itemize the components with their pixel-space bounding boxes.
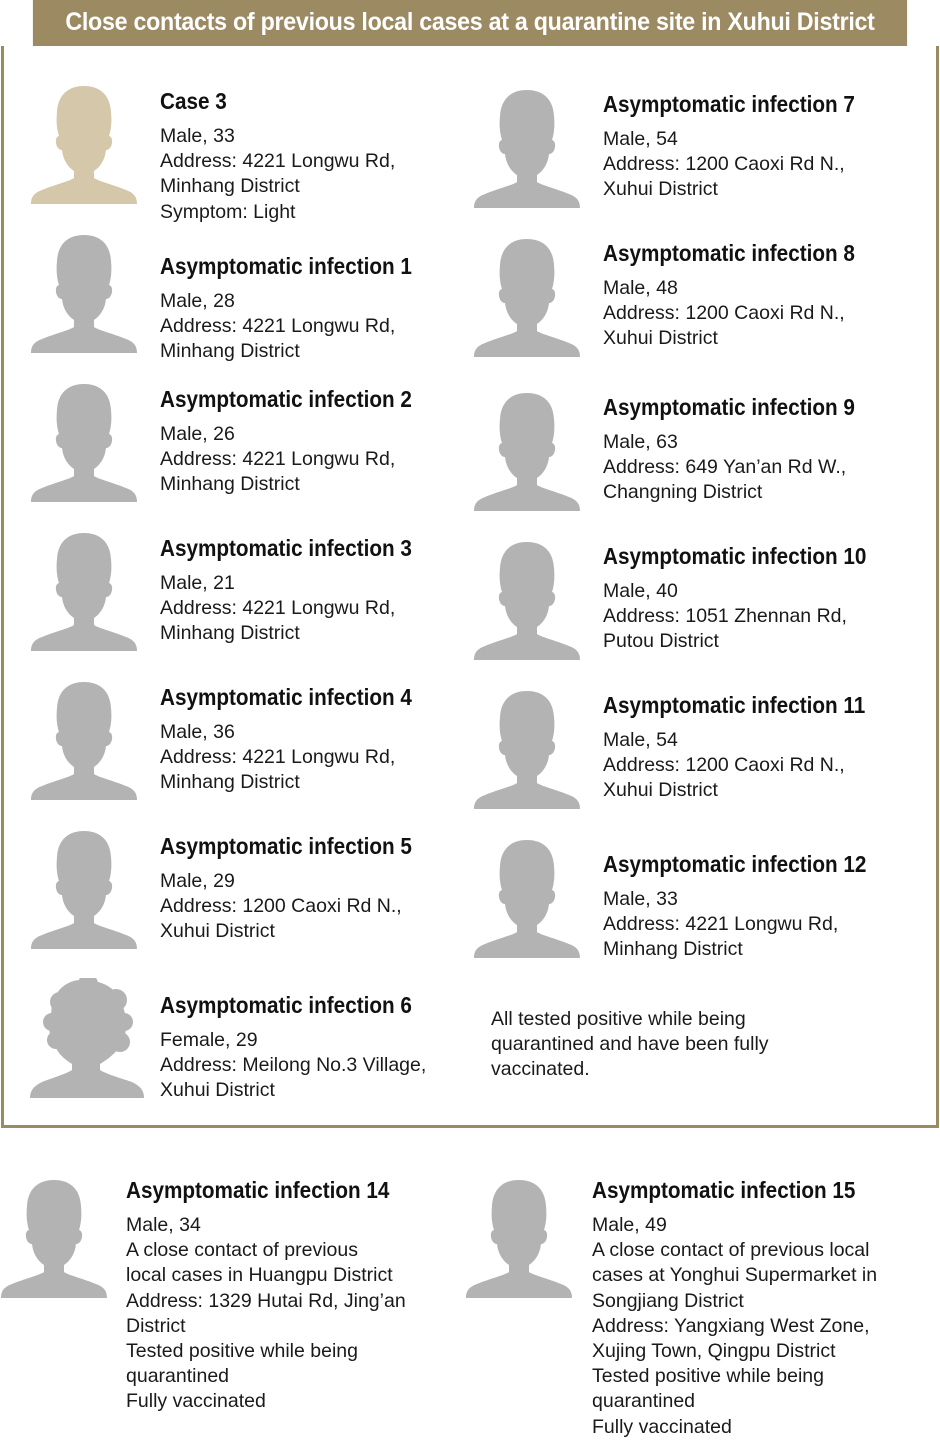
person-detail-line: Minhang District bbox=[160, 340, 300, 363]
person-info bbox=[603, 392, 883, 506]
person-name: Asymptomatic infection 14 bbox=[126, 1177, 390, 1203]
person-detail-line: Xuhui District bbox=[603, 178, 718, 201]
male-silhouette-icon bbox=[30, 829, 138, 949]
person-info bbox=[603, 238, 883, 352]
person-detail-line: A close contact of previous bbox=[126, 1239, 358, 1262]
person-detail-line: Changning District bbox=[603, 481, 763, 504]
person-detail-line: Address: 1200 Caoxi Rd N., bbox=[603, 302, 845, 325]
person-detail-line: Address: 1200 Caoxi Rd N., bbox=[160, 895, 402, 918]
person-name: Asymptomatic infection 1 bbox=[160, 253, 412, 279]
person-detail-line: Male, 21 bbox=[160, 572, 235, 594]
person-name: Asymptomatic infection 12 bbox=[603, 851, 867, 877]
person-detail-line: quarantined bbox=[592, 1390, 696, 1413]
person-detail-line: Xujing Town, Qingpu District bbox=[592, 1340, 836, 1363]
person-name: Asymptomatic infection 2 bbox=[160, 386, 412, 412]
female-silhouette-icon bbox=[30, 978, 144, 1098]
person-detail-line: Fully vaccinated bbox=[126, 1390, 266, 1413]
person-name: Asymptomatic infection 10 bbox=[603, 543, 867, 569]
male-case-silhouette-icon bbox=[30, 84, 138, 204]
person-info bbox=[592, 1175, 885, 1440]
person-detail-line: Address: 4221 Longwu Rd, bbox=[160, 150, 396, 173]
male-silhouette-icon bbox=[473, 88, 581, 208]
person-name: Asymptomatic infection 6 bbox=[160, 992, 412, 1018]
person-detail-line: Minhang District bbox=[160, 175, 300, 198]
person-detail-line: cases at Yonghui Supermarket in bbox=[592, 1264, 878, 1287]
person-detail-line: Address: 1200 Caoxi Rd N., bbox=[603, 754, 845, 777]
person-detail-line: Address: 4221 Longwu Rd, bbox=[160, 448, 396, 471]
person-detail-line: Female, 29 bbox=[160, 1029, 258, 1051]
page-title: Close contacts of previous local cases at a quarantine site in Xuhui District bbox=[33, 0, 907, 46]
person-name: Asymptomatic infection 8 bbox=[603, 240, 855, 266]
person-info bbox=[603, 690, 894, 804]
male-silhouette-icon bbox=[465, 1178, 573, 1298]
person-detail-line: Male, 33 bbox=[603, 888, 678, 910]
male-silhouette-icon bbox=[30, 680, 138, 800]
person-detail-line: Address: 1051 Zhennan Rd, bbox=[603, 605, 847, 628]
person-detail-line: A close contact of previous local bbox=[592, 1239, 870, 1262]
male-silhouette-icon bbox=[473, 838, 581, 958]
person-name: Asymptomatic infection 5 bbox=[160, 833, 412, 859]
note-line: vaccinated. bbox=[491, 1058, 590, 1081]
person-detail-line: Xuhui District bbox=[160, 1079, 275, 1102]
person-info bbox=[160, 533, 440, 647]
person-detail-line: Male, 40 bbox=[603, 580, 678, 602]
person-detail-line: Symptom: Light bbox=[160, 200, 296, 223]
person-detail-line: Putou District bbox=[603, 630, 719, 653]
person-info bbox=[160, 831, 440, 945]
person-detail-line: Address: Meilong No.3 Village, bbox=[160, 1054, 427, 1077]
person-info bbox=[603, 541, 896, 655]
person-detail-line: Address: Yangxiang West Zone, bbox=[592, 1314, 870, 1337]
person-detail-line: Xuhui District bbox=[160, 920, 275, 943]
person-info bbox=[160, 384, 440, 498]
person-detail-line: Male, 26 bbox=[160, 423, 235, 445]
person-name: Case 3 bbox=[160, 88, 227, 114]
person-info bbox=[160, 86, 395, 225]
person-detail-line: Male, 49 bbox=[592, 1214, 667, 1236]
person-detail-line: Male, 36 bbox=[160, 721, 235, 743]
person-detail-line: Address: 4221 Longwu Rd, bbox=[160, 597, 396, 620]
person-detail-line: Minhang District bbox=[603, 938, 743, 961]
male-silhouette-icon bbox=[30, 382, 138, 502]
person-detail-line: Address: 4221 Longwu Rd, bbox=[160, 746, 396, 769]
person-detail-line: Songjiang District bbox=[592, 1289, 744, 1312]
person-detail-line: Male, 33 bbox=[160, 125, 235, 147]
person-detail-line: Address: 1329 Hutai Rd, Jing’an bbox=[126, 1289, 406, 1312]
person-name: Asymptomatic infection 15 bbox=[592, 1177, 856, 1203]
male-silhouette-icon bbox=[0, 1178, 108, 1298]
person-name: Asymptomatic infection 9 bbox=[603, 394, 855, 420]
person-name: Asymptomatic infection 4 bbox=[160, 684, 412, 710]
person-detail-line: Address: 649 Yan’an Rd W., bbox=[603, 456, 847, 479]
person-name: Asymptomatic infection 7 bbox=[603, 91, 855, 117]
person-info bbox=[603, 849, 896, 963]
person-detail-line: Minhang District bbox=[160, 622, 300, 645]
vaccination-note bbox=[491, 1007, 769, 1083]
person-detail-line: Address: 4221 Longwu Rd, bbox=[160, 315, 396, 338]
person-detail-line: Minhang District bbox=[160, 473, 300, 496]
person-detail-line: Male, 63 bbox=[603, 431, 678, 453]
person-detail-line: Male, 48 bbox=[603, 277, 678, 299]
note-line: All tested positive while being bbox=[491, 1008, 746, 1030]
person-info bbox=[603, 89, 883, 203]
person-detail-line: Xuhui District bbox=[603, 327, 718, 350]
male-silhouette-icon bbox=[473, 540, 581, 660]
person-detail-line: Male, 34 bbox=[126, 1214, 201, 1236]
person-detail-line: Male, 54 bbox=[603, 729, 678, 751]
person-detail-line: local cases in Huangpu District bbox=[126, 1264, 393, 1287]
person-detail-line: Tested positive while being bbox=[592, 1365, 824, 1388]
person-detail-line: Address: 1200 Caoxi Rd N., bbox=[603, 153, 845, 176]
person-detail-line: Minhang District bbox=[160, 771, 300, 794]
person-info bbox=[160, 251, 440, 365]
person-detail-line: quarantined bbox=[126, 1365, 230, 1388]
person-detail-line: Male, 29 bbox=[160, 870, 235, 892]
person-detail-line: Tested positive while being bbox=[126, 1340, 358, 1363]
male-silhouette-icon bbox=[473, 237, 581, 357]
person-info bbox=[126, 1175, 419, 1415]
person-detail-line: Fully vaccinated bbox=[592, 1415, 732, 1438]
male-silhouette-icon bbox=[473, 391, 581, 511]
person-detail-line: Male, 28 bbox=[160, 290, 235, 312]
male-silhouette-icon bbox=[30, 233, 138, 353]
note-line: quarantined and have been fully bbox=[491, 1033, 769, 1056]
person-name: Asymptomatic infection 3 bbox=[160, 535, 412, 561]
person-detail-line: Male, 54 bbox=[603, 128, 678, 150]
person-name: Asymptomatic infection 11 bbox=[603, 692, 866, 718]
male-silhouette-icon bbox=[30, 531, 138, 651]
person-detail-line: Xuhui District bbox=[603, 779, 718, 802]
person-info bbox=[160, 990, 440, 1104]
person-detail-line: District bbox=[126, 1314, 186, 1337]
male-silhouette-icon bbox=[473, 689, 581, 809]
person-info bbox=[160, 682, 440, 796]
person-detail-line: Address: 4221 Longwu Rd, bbox=[603, 913, 839, 936]
